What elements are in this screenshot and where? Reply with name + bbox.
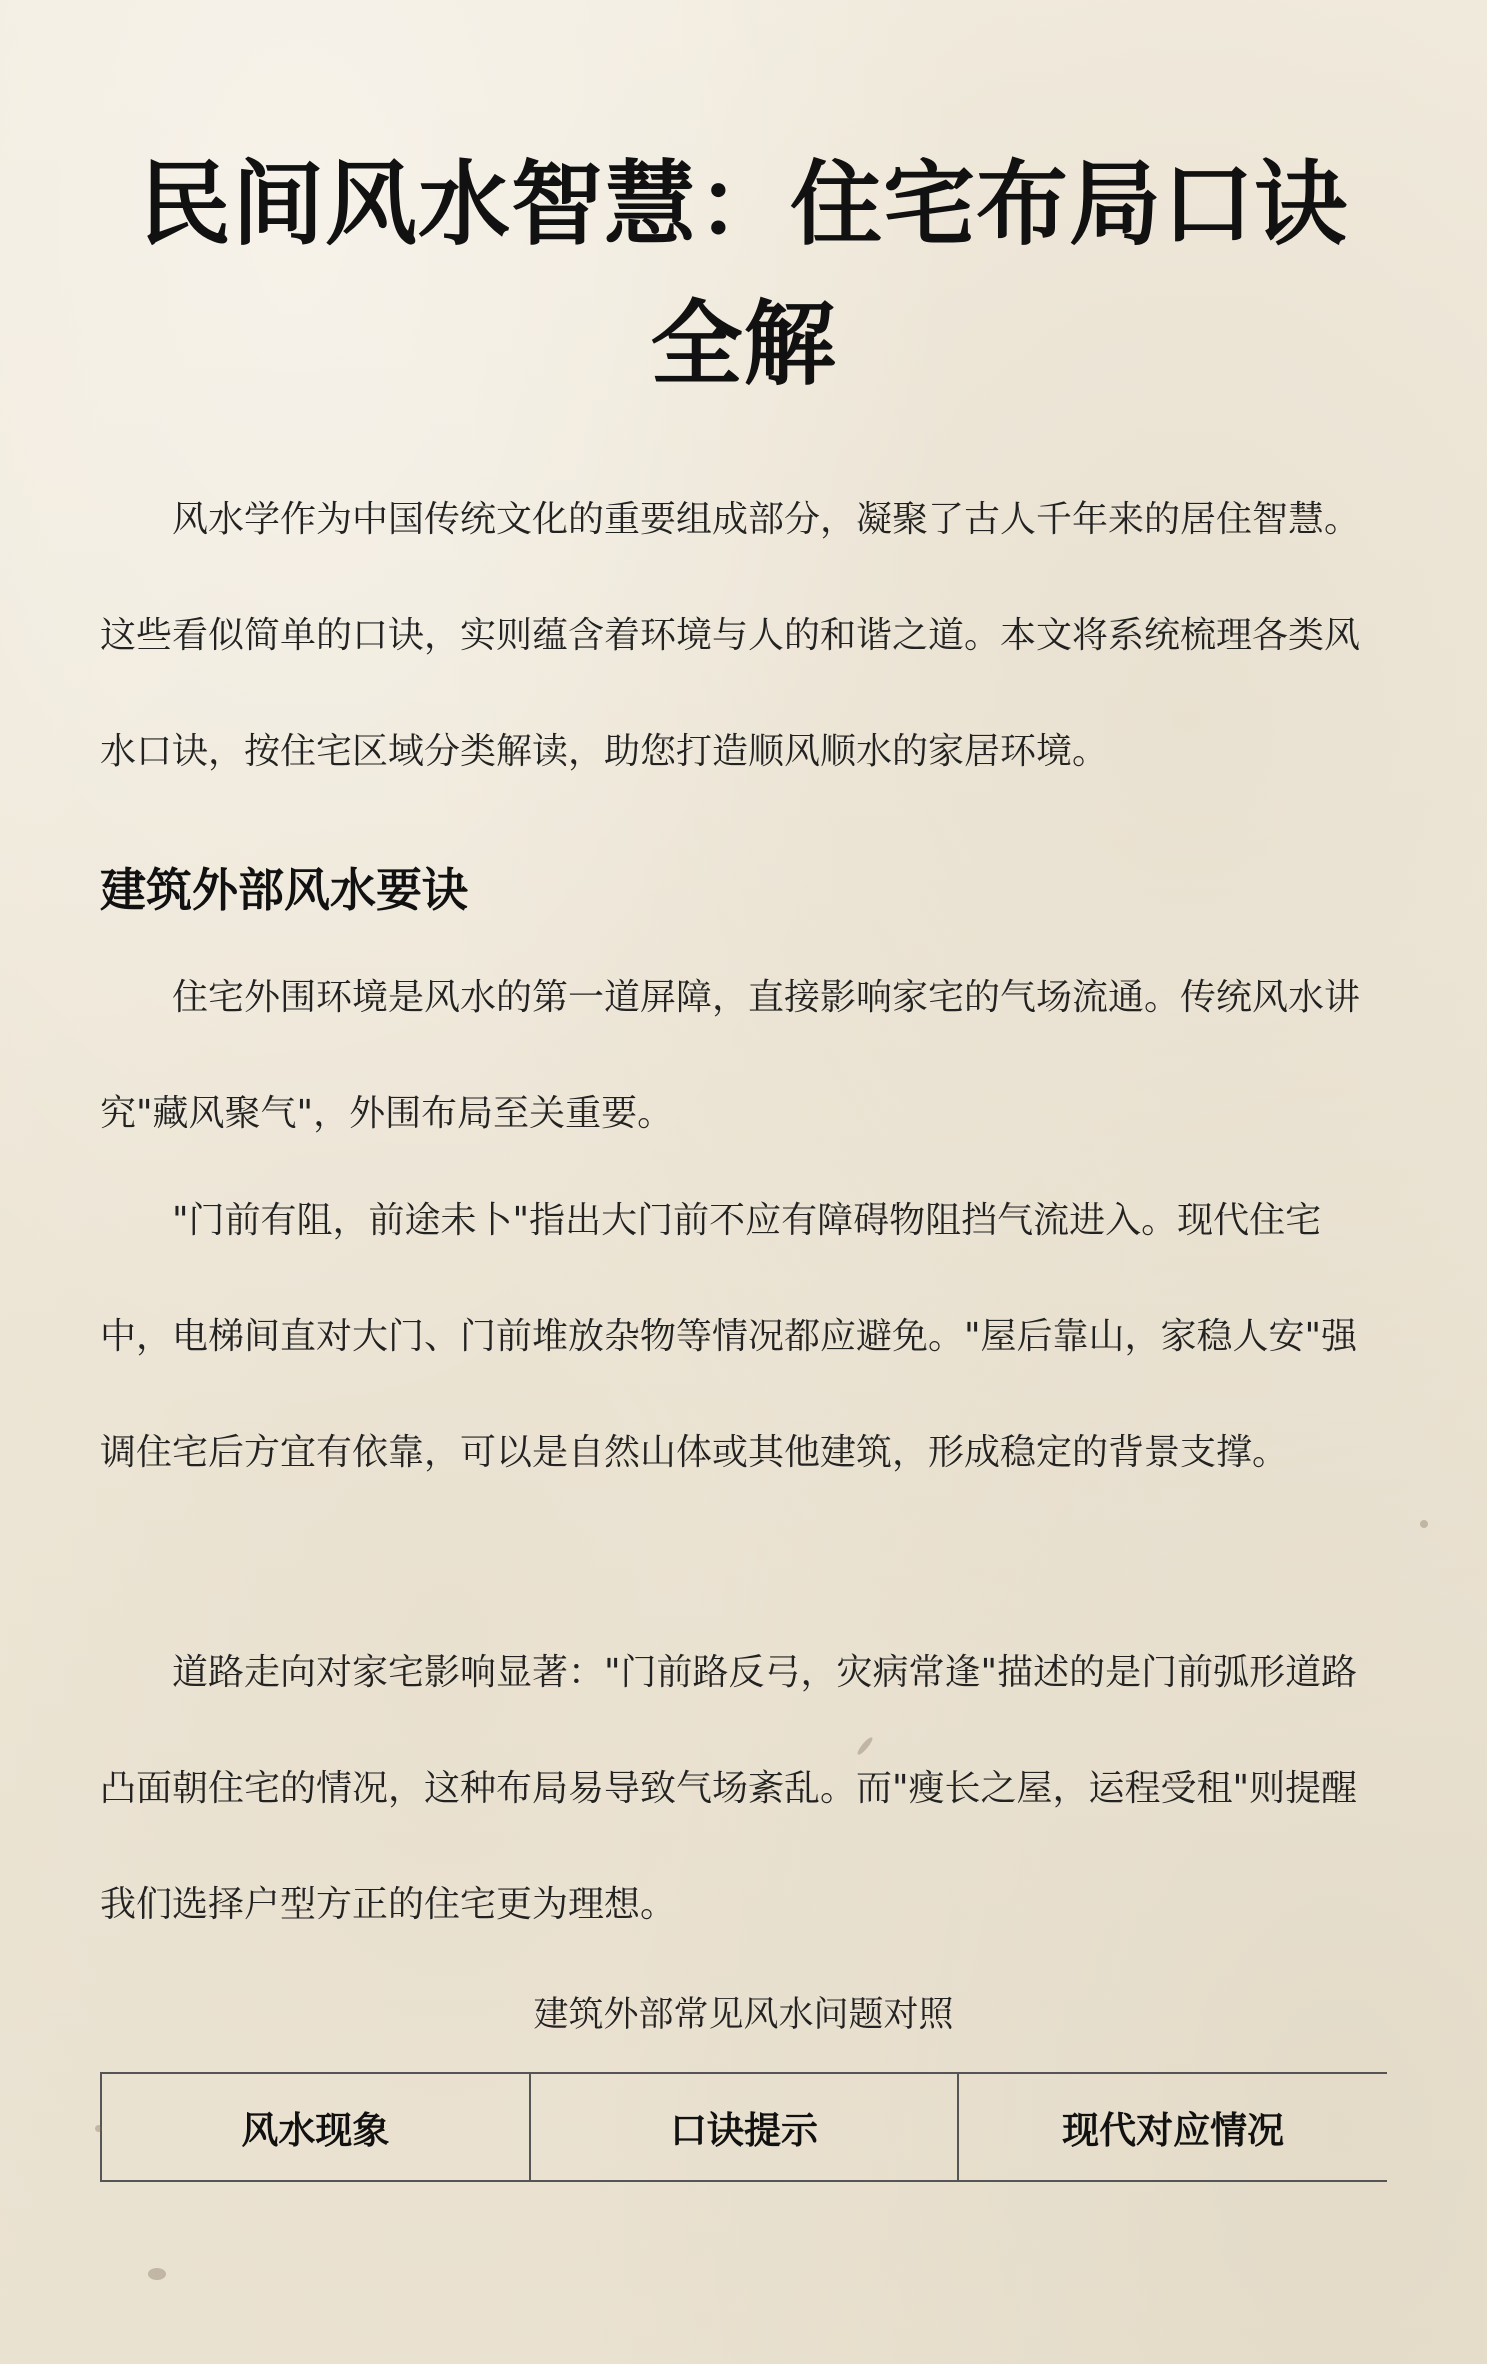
table-header-cell: 风水现象 <box>101 2073 530 2181</box>
paper-speck <box>1420 1520 1428 1528</box>
intro-paragraph: 风水学作为中国传统文化的重要组成部分，凝聚了古人千年来的居住智慧。这些看似简单的口诀，实则蕴含着环境与人的和谐之道。本文将系统梳理各类风水口诀，按住宅区域分类解读，助您打造顺风顺水的家居环境。 <box>100 499 1361 772</box>
paper-speck <box>95 2125 102 2132</box>
table-header-cell: 现代对应情况 <box>958 2073 1387 2181</box>
table-caption: 建筑外部常见风水问题对照 <box>533 1995 954 2035</box>
table-header-row <box>101 2073 1387 2181</box>
section-paragraph-2: "门前有阻，前途未卜"指出大门前不应有障碍物阻挡气流进入。现代住宅中，电梯间直对大门、门前堆放杂物等情况都应避免。"屋后靠山，家稳人安"强调住宅后方宜有依靠，可以是自然山体或其他建筑，形成稳定的背景支撑。 <box>100 1200 1358 1473</box>
table-header-cell: 口诀提示 <box>530 2073 959 2181</box>
section-paragraph-1: 住宅外围环境是风水的第一道屏障，直接影响家宅的气场流通。传统风水讲究"藏风聚气"，外围布局至关重要。 <box>100 977 1361 1134</box>
section-heading: 建筑外部风水要诀 <box>100 863 468 917</box>
paper-speck <box>148 2268 166 2280</box>
section-paragraph-3: 道路走向对家宅影响显著："门前路反弓，灾病常逢"描述的是门前弧形道路凸面朝住宅的情况，这种布局易导致气场紊乱。而"瘦长之屋，运程受租"则提醒我们选择户型方正的住宅更为理想。 <box>100 1652 1358 1925</box>
page-title: 民间风水智慧：住宅布局口诀全解 <box>138 151 1348 398</box>
fengshui-table <box>100 2072 1387 2182</box>
